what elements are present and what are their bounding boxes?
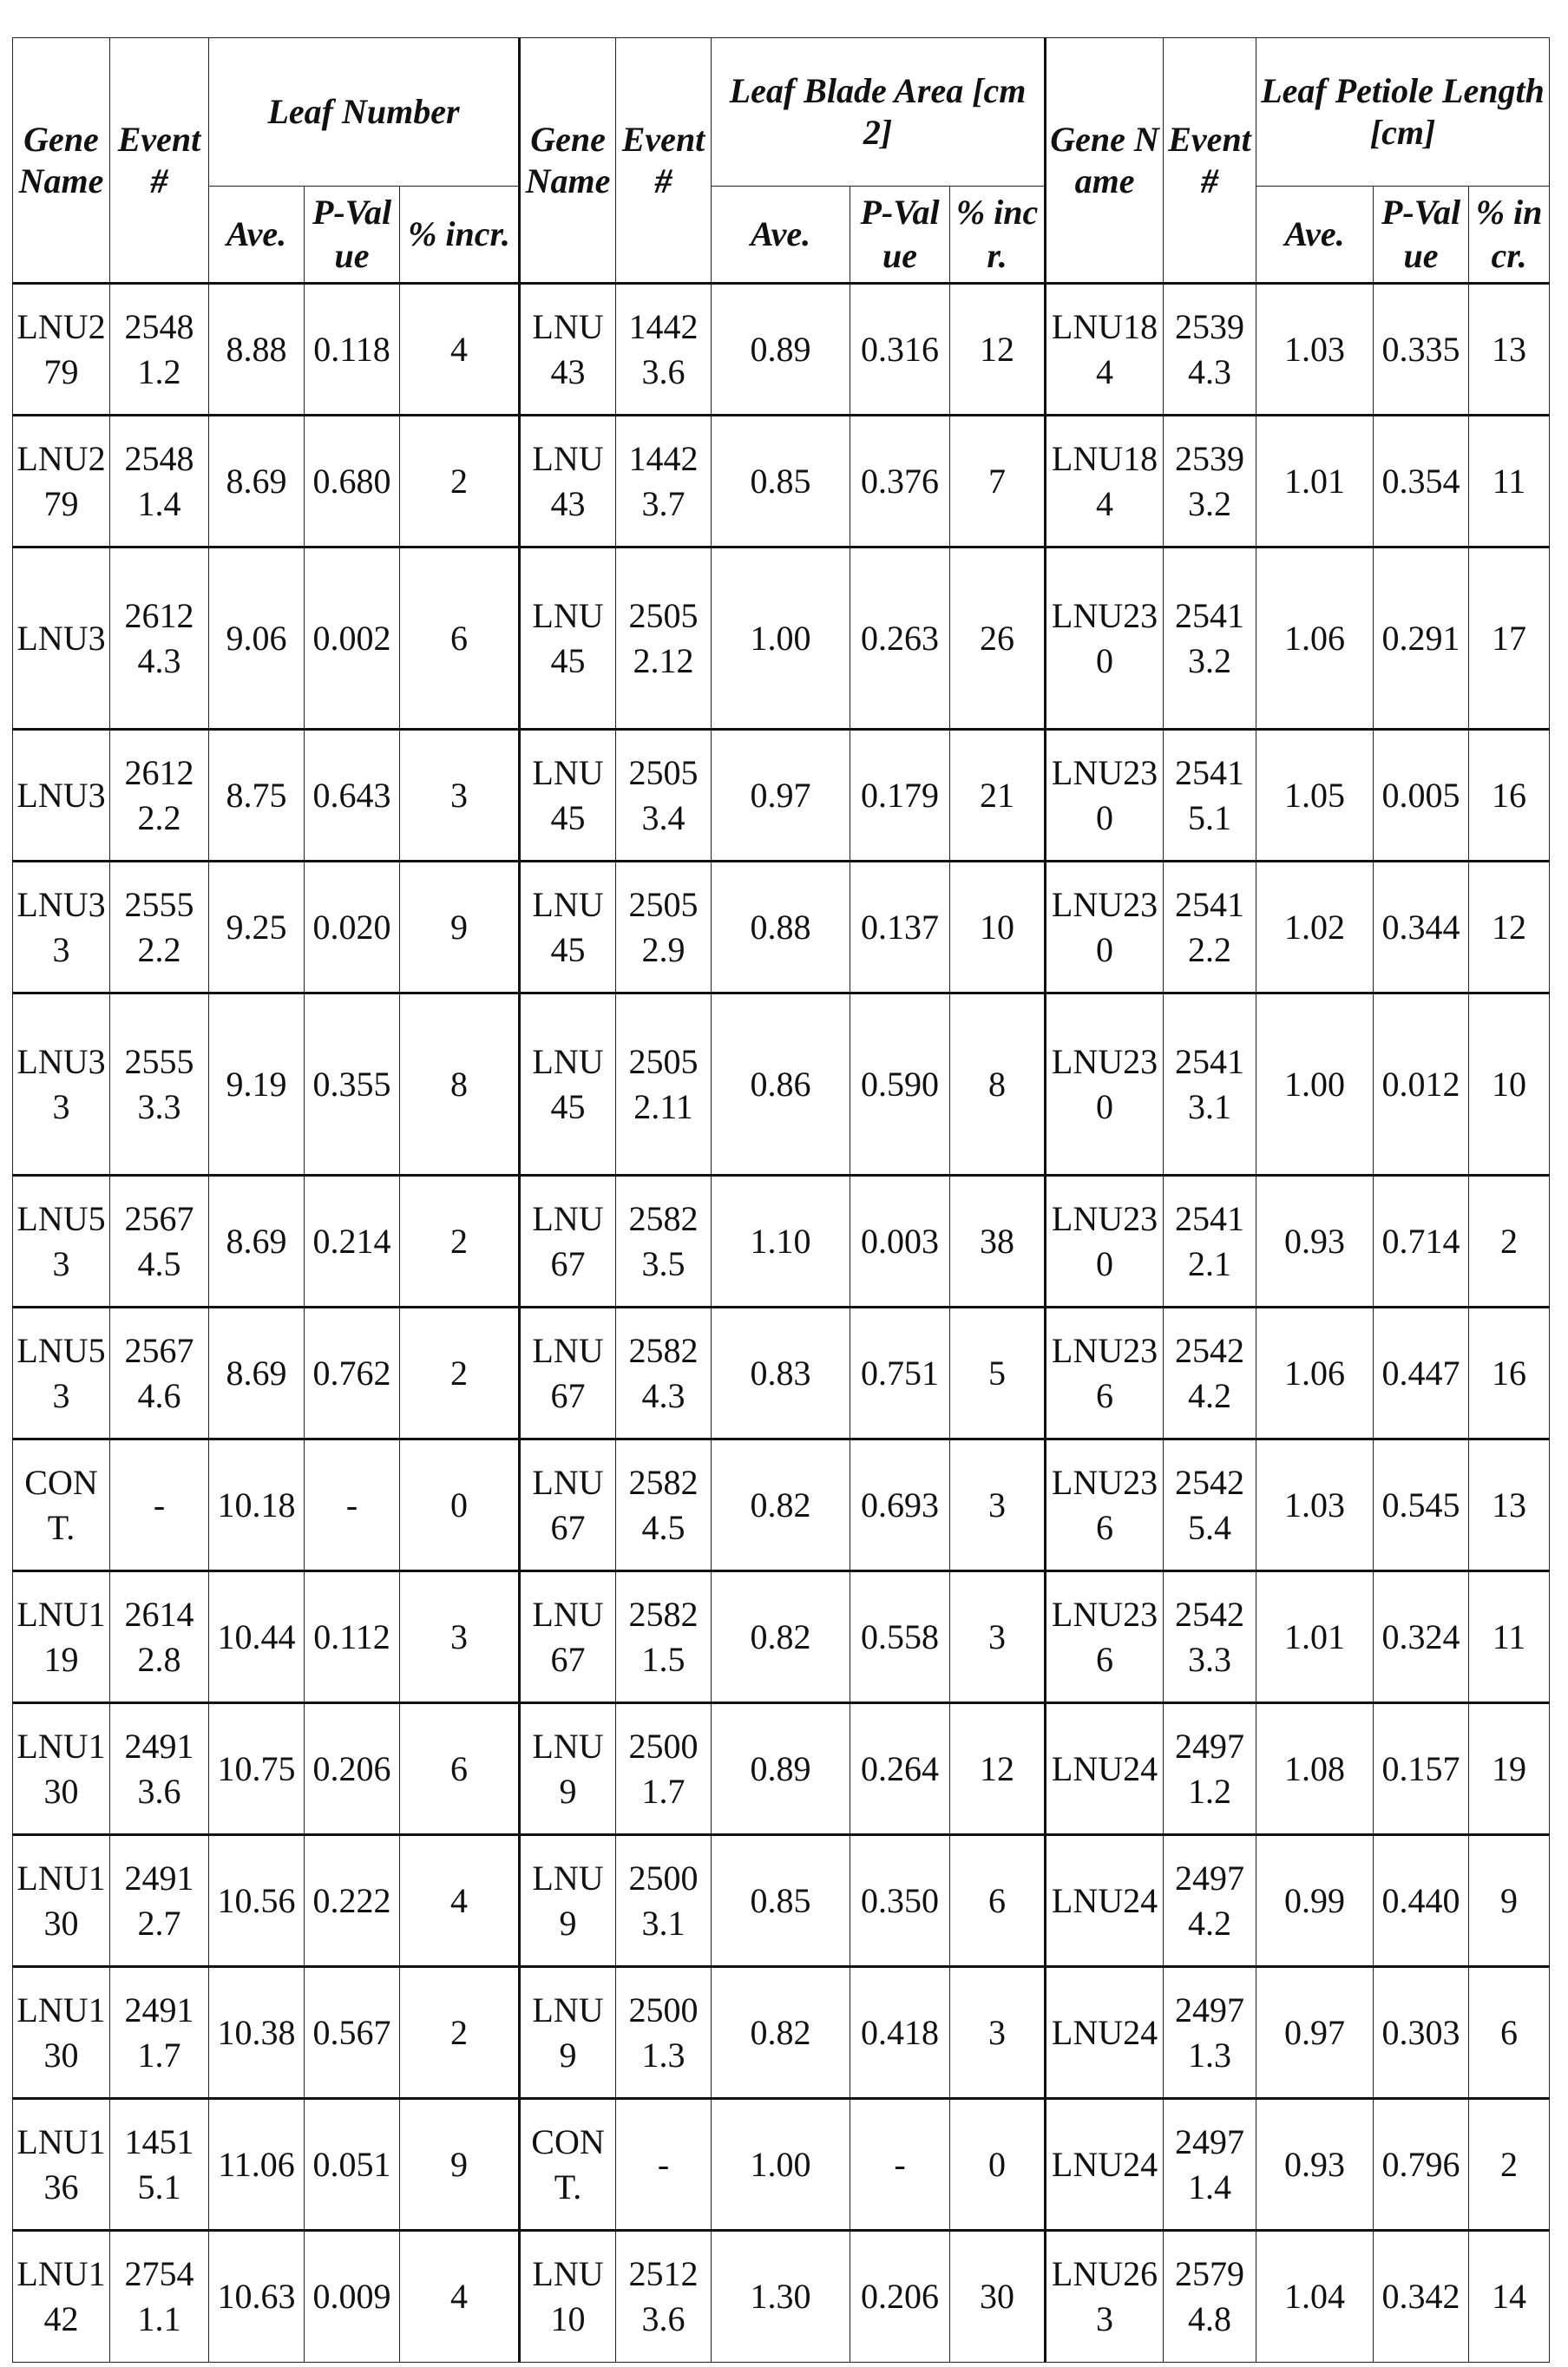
leaf-number-p-value-cell: 0.002 (305, 547, 400, 730)
leaf-number-ave-cell: 8.69 (209, 1176, 305, 1308)
leaf-number-p-value-cell: 0.222 (305, 1835, 400, 1967)
gene-name-cell: LNU236 (1046, 1308, 1164, 1439)
table-row (13, 416, 1550, 547)
blade-area-p-value-cell: 0.350 (850, 1835, 950, 1967)
header-gene-name-3: Gene Name (1046, 38, 1164, 284)
event-cell: 25052.9 (616, 862, 712, 993)
leaf-number-p-value-cell: 0.643 (305, 730, 400, 862)
petiole-length-ave-cell: 0.93 (1256, 1176, 1374, 1308)
petiole-length-p-value-cell: 0.344 (1374, 862, 1469, 993)
blade-area-ave-cell: 0.85 (712, 1835, 850, 1967)
gene-name-cell: LNU24 (1046, 1703, 1164, 1835)
leaf-number-p-value-cell: 0.020 (305, 862, 400, 993)
petiole-length-ave-cell: 1.06 (1256, 1308, 1374, 1439)
petiole-length-p-value-cell: 0.545 (1374, 1439, 1469, 1571)
petiole-length-p-value-cell: 0.291 (1374, 547, 1469, 730)
gene-name-cell: LNU53 (13, 1176, 110, 1308)
leaf-number-ave-cell: 11.06 (209, 2099, 305, 2231)
gene-name-cell: LNU33 (13, 862, 110, 993)
petiole-length-p-value-cell: 0.447 (1374, 1308, 1469, 1439)
event-cell: 14423.6 (616, 284, 712, 416)
leaf-number-pct-incr-cell: 9 (400, 2099, 520, 2231)
table-row (13, 1439, 1550, 1571)
event-cell: 25794.8 (1164, 2231, 1256, 2363)
petiole-length-ave-cell: 1.03 (1256, 1439, 1374, 1571)
leaf-number-pct-incr-cell: 2 (400, 1967, 520, 2099)
event-cell: 25674.6 (110, 1308, 209, 1439)
petiole-length-p-value-cell: 0.354 (1374, 416, 1469, 547)
gene-name-cell: LNU230 (1046, 547, 1164, 730)
gene-name-cell: LNU230 (1046, 730, 1164, 862)
event-cell: 24913.6 (110, 1703, 209, 1835)
header-ave-2: Ave. (712, 187, 850, 284)
leaf-number-pct-incr-cell: 2 (400, 1176, 520, 1308)
blade-area-p-value-cell: 0.264 (850, 1703, 950, 1835)
gene-name-cell: CONT. (520, 2099, 616, 2231)
petiole-length-pct-incr-cell: 2 (1469, 2099, 1550, 2231)
event-cell: 25415.1 (1164, 730, 1256, 862)
gene-name-cell: LNU9 (520, 1703, 616, 1835)
petiole-length-pct-incr-cell: 13 (1469, 284, 1550, 416)
blade-area-p-value-cell: 0.693 (850, 1439, 950, 1571)
table-row (13, 1703, 1550, 1835)
event-cell: 25001.3 (616, 1967, 712, 2099)
event-cell: 25481.4 (110, 416, 209, 547)
petiole-length-ave-cell: 1.00 (1256, 993, 1374, 1176)
petiole-length-pct-incr-cell: 11 (1469, 1571, 1550, 1703)
header-leaf-number: Leaf Number (209, 38, 520, 187)
leaf-number-p-value-cell: 0.051 (305, 2099, 400, 2231)
event-cell: 25412.1 (1164, 1176, 1256, 1308)
leaf-number-p-value-cell: 0.567 (305, 1967, 400, 2099)
blade-area-pct-incr-cell: 6 (950, 1835, 1046, 1967)
leaf-number-pct-incr-cell: 0 (400, 1439, 520, 1571)
header-event-2: Event # (616, 38, 712, 284)
event-cell: 25394.3 (1164, 284, 1256, 416)
blade-area-pct-incr-cell: 5 (950, 1308, 1046, 1439)
blade-area-ave-cell: 0.89 (712, 1703, 850, 1835)
event-cell: 25393.2 (1164, 416, 1256, 547)
petiole-length-pct-incr-cell: 2 (1469, 1176, 1550, 1308)
blade-area-pct-incr-cell: 3 (950, 1571, 1046, 1703)
petiole-length-ave-cell: 1.03 (1256, 284, 1374, 416)
gene-name-cell: LNU45 (520, 862, 616, 993)
blade-area-pct-incr-cell: 0 (950, 2099, 1046, 2231)
blade-area-pct-incr-cell: 3 (950, 1967, 1046, 2099)
leaf-number-ave-cell: 9.25 (209, 862, 305, 993)
blade-area-ave-cell: 0.83 (712, 1308, 850, 1439)
petiole-length-ave-cell: 1.01 (1256, 416, 1374, 547)
petiole-length-pct-incr-cell: 11 (1469, 416, 1550, 547)
event-cell: 24971.4 (1164, 2099, 1256, 2231)
event-cell: 25001.7 (616, 1703, 712, 1835)
blade-area-ave-cell: 0.82 (712, 1439, 850, 1571)
blade-area-pct-incr-cell: 3 (950, 1439, 1046, 1571)
header-event-1: Event # (110, 38, 209, 284)
table-row (13, 862, 1550, 993)
blade-area-p-value-cell: 0.418 (850, 1967, 950, 2099)
gene-name-cell: LNU184 (1046, 284, 1164, 416)
blade-area-pct-incr-cell: 7 (950, 416, 1046, 547)
petiole-length-ave-cell: 1.06 (1256, 547, 1374, 730)
leaf-number-ave-cell: 8.75 (209, 730, 305, 862)
blade-area-ave-cell: 0.85 (712, 416, 850, 547)
leaf-number-p-value-cell: 0.112 (305, 1571, 400, 1703)
event-cell: 25824.5 (616, 1439, 712, 1571)
blade-area-pct-incr-cell: 8 (950, 993, 1046, 1176)
event-cell: 24971.2 (1164, 1703, 1256, 1835)
petiole-length-pct-incr-cell: 12 (1469, 862, 1550, 993)
leaf-number-p-value-cell: - (305, 1439, 400, 1571)
blade-area-ave-cell: 1.00 (712, 2099, 850, 2231)
blade-area-ave-cell: 1.10 (712, 1176, 850, 1308)
leaf-number-ave-cell: 8.88 (209, 284, 305, 416)
petiole-length-ave-cell: 1.05 (1256, 730, 1374, 862)
event-cell: 25552.2 (110, 862, 209, 993)
leaf-measurements-table (12, 37, 1550, 2363)
event-cell: 25481.2 (110, 284, 209, 416)
petiole-length-pct-incr-cell: 17 (1469, 547, 1550, 730)
leaf-number-ave-cell: 10.18 (209, 1439, 305, 1571)
gene-name-cell: LNU184 (1046, 416, 1164, 547)
gene-name-cell: LNU130 (13, 1703, 110, 1835)
gene-name-cell: LNU45 (520, 993, 616, 1176)
petiole-length-p-value-cell: 0.005 (1374, 730, 1469, 862)
gene-name-cell: LNU24 (1046, 1967, 1164, 2099)
leaf-number-pct-incr-cell: 9 (400, 862, 520, 993)
leaf-number-pct-incr-cell: 2 (400, 1308, 520, 1439)
petiole-length-ave-cell: 1.08 (1256, 1703, 1374, 1835)
event-cell: - (110, 1439, 209, 1571)
blade-area-p-value-cell: - (850, 2099, 950, 2231)
gene-name-cell: LNU130 (13, 1967, 110, 2099)
blade-area-pct-incr-cell: 26 (950, 547, 1046, 730)
header-gene-name-1: Gene Name (13, 38, 110, 284)
header-leaf-petiole-length: Leaf Petiole Length [cm] (1256, 38, 1550, 187)
event-cell: 24971.3 (1164, 1967, 1256, 2099)
petiole-length-ave-cell: 0.93 (1256, 2099, 1374, 2231)
gene-name-cell: LNU43 (520, 416, 616, 547)
header-gene-name-2: Gene Name (520, 38, 616, 284)
event-cell: 25052.12 (616, 547, 712, 730)
leaf-number-ave-cell: 9.19 (209, 993, 305, 1176)
leaf-number-ave-cell: 8.69 (209, 416, 305, 547)
blade-area-ave-cell: 0.89 (712, 284, 850, 416)
table-body (13, 284, 1550, 2363)
blade-area-ave-cell: 0.82 (712, 1967, 850, 2099)
leaf-number-pct-incr-cell: 4 (400, 284, 520, 416)
leaf-number-ave-cell: 10.63 (209, 2231, 305, 2363)
event-cell: 25424.2 (1164, 1308, 1256, 1439)
petiole-length-p-value-cell: 0.796 (1374, 2099, 1469, 2231)
gene-name-cell: LNU3 (13, 547, 110, 730)
blade-area-pct-incr-cell: 30 (950, 2231, 1046, 2363)
leaf-number-pct-incr-cell: 4 (400, 1835, 520, 1967)
gene-name-cell: LNU263 (1046, 2231, 1164, 2363)
petiole-length-ave-cell: 0.99 (1256, 1835, 1374, 1967)
gene-name-cell: LNU67 (520, 1308, 616, 1439)
blade-area-p-value-cell: 0.137 (850, 862, 950, 993)
petiole-length-pct-incr-cell: 10 (1469, 993, 1550, 1176)
petiole-length-p-value-cell: 0.012 (1374, 993, 1469, 1176)
petiole-length-p-value-cell: 0.440 (1374, 1835, 1469, 1967)
gene-name-cell: LNU279 (13, 416, 110, 547)
leaf-number-ave-cell: 10.75 (209, 1703, 305, 1835)
gene-name-cell: LNU24 (1046, 1835, 1164, 1967)
leaf-number-ave-cell: 8.69 (209, 1308, 305, 1439)
event-cell: 14515.1 (110, 2099, 209, 2231)
event-cell: 24911.7 (110, 1967, 209, 2099)
leaf-number-pct-incr-cell: 3 (400, 730, 520, 862)
petiole-length-pct-incr-cell: 14 (1469, 2231, 1550, 2363)
event-cell: 25123.6 (616, 2231, 712, 2363)
event-cell: 26124.3 (110, 547, 209, 730)
table-row (13, 547, 1550, 730)
leaf-number-pct-incr-cell: 3 (400, 1571, 520, 1703)
leaf-number-ave-cell: 10.56 (209, 1835, 305, 1967)
header-p-value-2: P-Value (850, 187, 950, 284)
event-cell: 25413.1 (1164, 993, 1256, 1176)
petiole-length-pct-incr-cell: 9 (1469, 1835, 1550, 1967)
gene-name-cell: LNU10 (520, 2231, 616, 2363)
gene-name-cell: LNU236 (1046, 1439, 1164, 1571)
event-cell: 25052.11 (616, 993, 712, 1176)
blade-area-pct-incr-cell: 38 (950, 1176, 1046, 1308)
leaf-number-p-value-cell: 0.206 (305, 1703, 400, 1835)
gene-name-cell: LNU3 (13, 730, 110, 862)
table-row (13, 1308, 1550, 1439)
blade-area-ave-cell: 0.86 (712, 993, 850, 1176)
event-cell: 25674.5 (110, 1176, 209, 1308)
event-cell: 25412.2 (1164, 862, 1256, 993)
leaf-number-ave-cell: 10.38 (209, 1967, 305, 2099)
blade-area-ave-cell: 0.97 (712, 730, 850, 862)
blade-area-p-value-cell: 0.751 (850, 1308, 950, 1439)
header-p-value-1: P-Value (305, 187, 400, 284)
table-row (13, 993, 1550, 1176)
gene-name-cell: LNU24 (1046, 2099, 1164, 2231)
header-p-value-3: P-Value (1374, 187, 1469, 284)
event-cell: 25821.5 (616, 1571, 712, 1703)
petiole-length-ave-cell: 1.04 (1256, 2231, 1374, 2363)
leaf-number-pct-incr-cell: 8 (400, 993, 520, 1176)
leaf-number-p-value-cell: 0.118 (305, 284, 400, 416)
event-cell: 25823.5 (616, 1176, 712, 1308)
event-cell: 24974.2 (1164, 1835, 1256, 1967)
petiole-length-p-value-cell: 0.342 (1374, 2231, 1469, 2363)
event-cell: - (616, 2099, 712, 2231)
petiole-length-pct-incr-cell: 13 (1469, 1439, 1550, 1571)
blade-area-ave-cell: 1.30 (712, 2231, 850, 2363)
petiole-length-pct-incr-cell: 6 (1469, 1967, 1550, 2099)
blade-area-p-value-cell: 0.003 (850, 1176, 950, 1308)
table-row (13, 730, 1550, 862)
event-cell: 25413.2 (1164, 547, 1256, 730)
gene-name-cell: LNU67 (520, 1439, 616, 1571)
leaf-number-p-value-cell: 0.009 (305, 2231, 400, 2363)
table-row (13, 284, 1550, 416)
event-cell: 25003.1 (616, 1835, 712, 1967)
leaf-number-p-value-cell: 0.214 (305, 1176, 400, 1308)
header-event-3: Event # (1164, 38, 1256, 284)
gene-name-cell: LNU130 (13, 1835, 110, 1967)
gene-name-cell: LNU45 (520, 547, 616, 730)
blade-area-pct-incr-cell: 10 (950, 862, 1046, 993)
event-cell: 25053.4 (616, 730, 712, 862)
leaf-number-p-value-cell: 0.762 (305, 1308, 400, 1439)
blade-area-p-value-cell: 0.263 (850, 547, 950, 730)
leaf-number-pct-incr-cell: 6 (400, 1703, 520, 1835)
gene-name-cell: LNU279 (13, 284, 110, 416)
gene-name-cell: LNU230 (1046, 993, 1164, 1176)
petiole-length-p-value-cell: 0.324 (1374, 1571, 1469, 1703)
gene-name-cell: LNU53 (13, 1308, 110, 1439)
event-cell: 25425.4 (1164, 1439, 1256, 1571)
table-row (13, 1835, 1550, 1967)
gene-name-cell: CONT. (13, 1439, 110, 1571)
blade-area-p-value-cell: 0.316 (850, 284, 950, 416)
leaf-number-p-value-cell: 0.680 (305, 416, 400, 547)
header-pct-incr-1: % incr. (400, 187, 520, 284)
event-cell: 26142.8 (110, 1571, 209, 1703)
table-row (13, 2231, 1550, 2363)
petiole-length-pct-incr-cell: 16 (1469, 730, 1550, 862)
header-ave-1: Ave. (209, 187, 305, 284)
event-cell: 25423.3 (1164, 1571, 1256, 1703)
blade-area-pct-incr-cell: 12 (950, 1703, 1046, 1835)
blade-area-p-value-cell: 0.206 (850, 2231, 950, 2363)
leaf-number-pct-incr-cell: 4 (400, 2231, 520, 2363)
leaf-number-p-value-cell: 0.355 (305, 993, 400, 1176)
blade-area-ave-cell: 1.00 (712, 547, 850, 730)
gene-name-cell: LNU67 (520, 1176, 616, 1308)
table-row (13, 1571, 1550, 1703)
blade-area-pct-incr-cell: 12 (950, 284, 1046, 416)
petiole-length-p-value-cell: 0.335 (1374, 284, 1469, 416)
event-cell: 24912.7 (110, 1835, 209, 1967)
event-cell: 25824.3 (616, 1308, 712, 1439)
petiole-length-ave-cell: 1.01 (1256, 1571, 1374, 1703)
table-row (13, 2099, 1550, 2231)
leaf-number-pct-incr-cell: 6 (400, 547, 520, 730)
data-table-page (12, 37, 1549, 2363)
leaf-number-ave-cell: 10.44 (209, 1571, 305, 1703)
blade-area-p-value-cell: 0.558 (850, 1571, 950, 1703)
event-cell: 26122.2 (110, 730, 209, 862)
header-pct-incr-3: % incr. (1469, 187, 1550, 284)
gene-name-cell: LNU33 (13, 993, 110, 1176)
gene-name-cell: LNU9 (520, 1967, 616, 2099)
gene-name-cell: LNU136 (13, 2099, 110, 2231)
blade-area-ave-cell: 0.82 (712, 1571, 850, 1703)
blade-area-p-value-cell: 0.179 (850, 730, 950, 862)
gene-name-cell: LNU230 (1046, 862, 1164, 993)
event-cell: 25553.3 (110, 993, 209, 1176)
gene-name-cell: LNU142 (13, 2231, 110, 2363)
gene-name-cell: LNU43 (520, 284, 616, 416)
leaf-number-ave-cell: 9.06 (209, 547, 305, 730)
gene-name-cell: LNU67 (520, 1571, 616, 1703)
blade-area-pct-incr-cell: 21 (950, 730, 1046, 862)
header-ave-3: Ave. (1256, 187, 1374, 284)
petiole-length-ave-cell: 1.02 (1256, 862, 1374, 993)
blade-area-p-value-cell: 0.590 (850, 993, 950, 1176)
event-cell: 27541.1 (110, 2231, 209, 2363)
blade-area-p-value-cell: 0.376 (850, 416, 950, 547)
petiole-length-pct-incr-cell: 19 (1469, 1703, 1550, 1835)
petiole-length-p-value-cell: 0.157 (1374, 1703, 1469, 1835)
event-cell: 14423.7 (616, 416, 712, 547)
header-leaf-blade-area: Leaf Blade Area [cm2] (712, 38, 1046, 187)
petiole-length-p-value-cell: 0.303 (1374, 1967, 1469, 2099)
gene-name-cell: LNU236 (1046, 1571, 1164, 1703)
gene-name-cell: LNU9 (520, 1835, 616, 1967)
blade-area-ave-cell: 0.88 (712, 862, 850, 993)
petiole-length-ave-cell: 0.97 (1256, 1967, 1374, 2099)
petiole-length-p-value-cell: 0.714 (1374, 1176, 1469, 1308)
gene-name-cell: LNU45 (520, 730, 616, 862)
gene-name-cell: LNU230 (1046, 1176, 1164, 1308)
petiole-length-pct-incr-cell: 16 (1469, 1308, 1550, 1439)
leaf-number-pct-incr-cell: 2 (400, 416, 520, 547)
table-row (13, 1967, 1550, 2099)
table-row (13, 1176, 1550, 1308)
header-pct-incr-2: % incr. (950, 187, 1046, 284)
gene-name-cell: LNU119 (13, 1571, 110, 1703)
